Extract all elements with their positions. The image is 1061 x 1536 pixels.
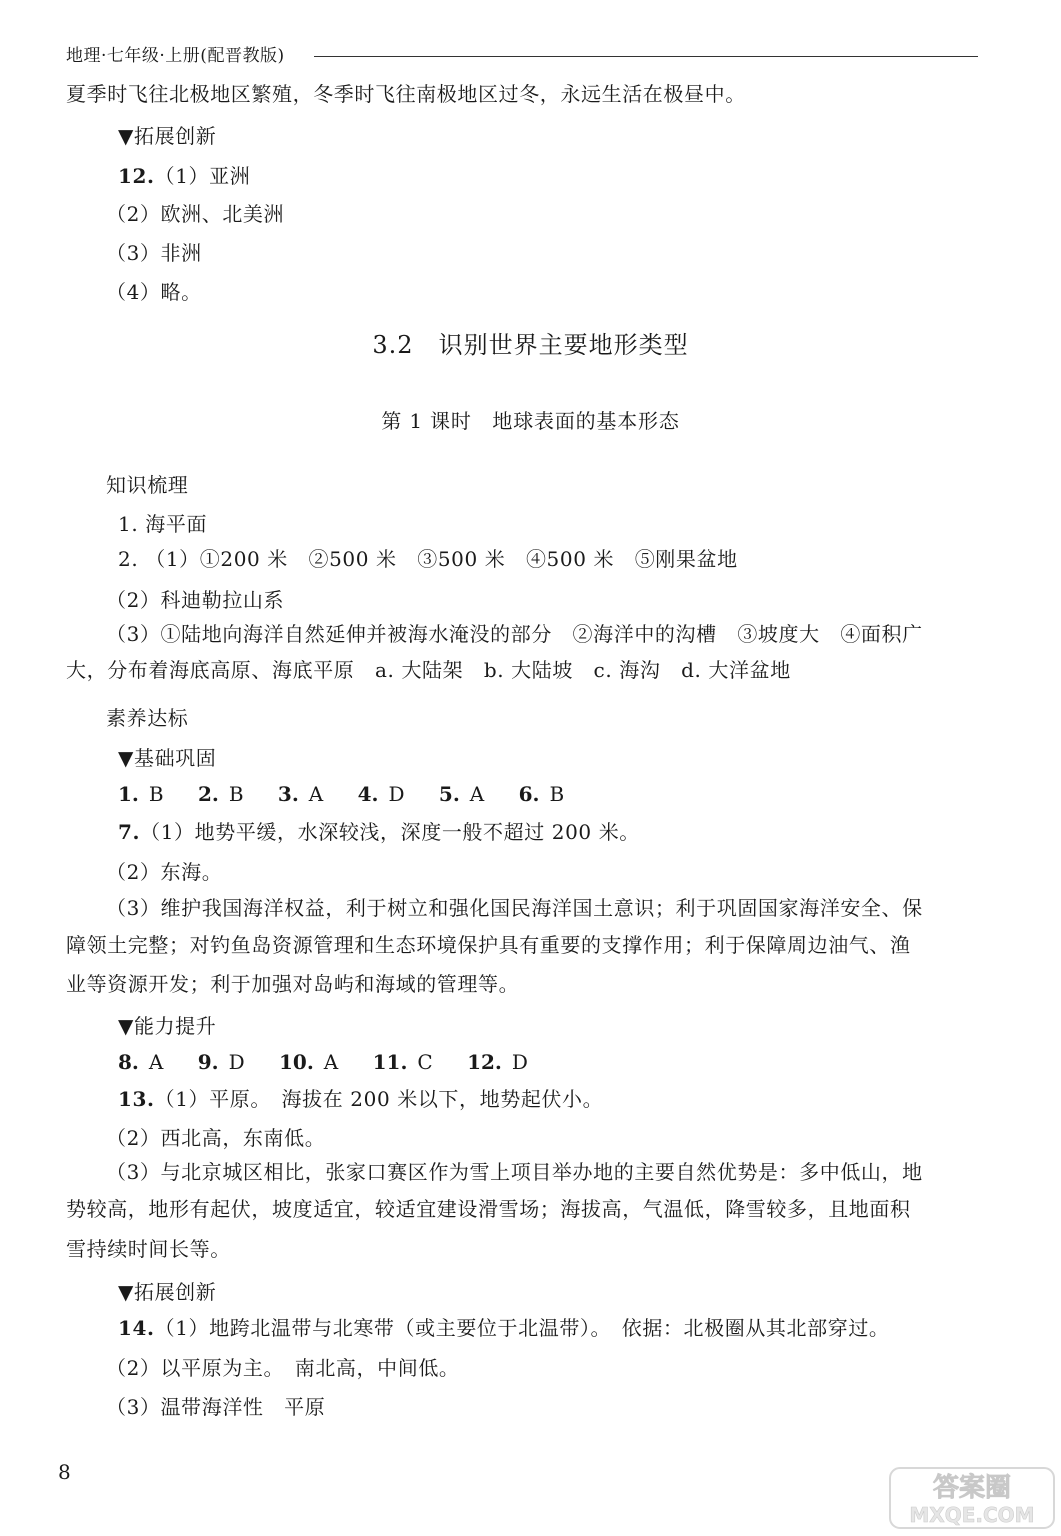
block-heading: 素养达标 bbox=[106, 706, 189, 730]
answer-line: （2）欧洲、北美洲 bbox=[106, 202, 285, 226]
answer-text: （1）亚洲 bbox=[154, 164, 251, 188]
paragraph-line: 夏季时飞往北极地区繁殖，冬季时飞往南极地区过冬，永远生活在极昼中。 bbox=[66, 82, 746, 106]
mc-answer: 11. C bbox=[372, 1050, 433, 1074]
answer-line: 2. （1）①200 米 ②500 米 ③500 米 ④500 米 ⑤刚果盆地 bbox=[118, 547, 738, 571]
question-number: 14. bbox=[118, 1316, 155, 1340]
answer-line: 1. 海平面 bbox=[118, 512, 208, 536]
header-title: 地理·七年级·上册(配晋教版) bbox=[66, 46, 285, 66]
mc-answer: 12. D bbox=[467, 1050, 528, 1074]
multiple-choice-answers bbox=[118, 1048, 556, 1076]
subsection-heading: ▼基础巩固 bbox=[118, 746, 217, 770]
answer-line: （3）维护我国海洋权益，利于树立和强化国民海洋国土意识；利于巩固国家海洋安全、保 bbox=[106, 896, 923, 920]
mc-answer: 10. A bbox=[279, 1050, 339, 1074]
watermark-text-bottom: MXQE.COM bbox=[909, 1503, 1035, 1527]
subsection-heading: ▼拓展创新 bbox=[118, 1280, 217, 1304]
answer-line: （3）①陆地向海洋自然延伸并被海水淹没的部分 ②海洋中的沟槽 ③坡度大 ④面积广 bbox=[106, 622, 923, 646]
answer-line: （3）温带海洋性 平原 bbox=[106, 1395, 326, 1419]
mc-answer: 3. A bbox=[277, 782, 324, 806]
mc-answer: 5. A bbox=[438, 782, 485, 806]
answer-line: （2）东海。 bbox=[106, 860, 223, 884]
subsection-heading: ▼能力提升 bbox=[118, 1014, 217, 1038]
header-rule bbox=[314, 56, 978, 57]
mc-answer: 9. D bbox=[197, 1050, 245, 1074]
section-title: 3.2 识别世界主要地形类型 bbox=[372, 331, 689, 359]
answer-line: 障领土完整；对钓鱼岛资源管理和生态环境保护具有重要的支撑作用；利于保障周边油气、渔 bbox=[66, 933, 911, 957]
mc-answer: 2. B bbox=[197, 782, 244, 806]
answer-line: （4）略。 bbox=[106, 280, 202, 304]
block-heading: 知识梳理 bbox=[106, 473, 189, 497]
answer-line: 势较高，地形有起伏，坡度适宜，较适宜建设滑雪场；海拔高，气温低，降雪较多，且地面积 bbox=[66, 1197, 911, 1221]
question-number: 12. bbox=[118, 164, 155, 188]
answer-line: 大，分布着海底高原、海底平原 a. 大陆架 b. 大陆坡 c. 海沟 d. 大洋盆地 bbox=[66, 658, 791, 682]
answer-line: （2）以平原为主。 南北高，中间低。 bbox=[106, 1356, 460, 1380]
answer-line: （2）西北高，东南低。 bbox=[106, 1126, 326, 1150]
answer-line: 业等资源开发；利于加强对岛屿和海域的管理等。 bbox=[66, 972, 520, 996]
running-header bbox=[66, 44, 978, 68]
answer-line: 雪持续时间长等。 bbox=[66, 1237, 231, 1261]
answer-line bbox=[118, 818, 640, 846]
mc-answer: 6. B bbox=[518, 782, 565, 806]
watermark-text-top: 答案圈 bbox=[932, 1473, 1012, 1503]
page-number: 8 bbox=[58, 1460, 71, 1484]
multiple-choice-answers bbox=[118, 780, 592, 808]
answer-text: （1）地跨北温带与北寒带（或主要位于北温带）。 依据：北极圈从其北部穿过。 bbox=[154, 1316, 890, 1340]
question-number: 7. bbox=[118, 820, 141, 844]
mc-answer: 4. D bbox=[357, 782, 405, 806]
answer-line bbox=[118, 1085, 603, 1113]
mc-answer: 1. B bbox=[118, 782, 164, 806]
mc-answer: 8. A bbox=[118, 1050, 164, 1074]
answer-line: （3）非洲 bbox=[106, 241, 202, 265]
answer-line bbox=[118, 162, 250, 190]
answer-text: （1）地势平缓，水深较浅，深度一般不超过 200 米。 bbox=[140, 820, 640, 844]
answer-line bbox=[118, 1314, 890, 1342]
answer-line: （3）与北京城区相比，张家口赛区作为雪上项目举办地的主要自然优势是：多中低山，地 bbox=[106, 1160, 923, 1184]
answer-text: （1）平原。 海拔在 200 米以下，地势起伏小。 bbox=[154, 1087, 604, 1111]
subsection-heading: ▼拓展创新 bbox=[118, 124, 217, 148]
question-number: 13. bbox=[118, 1087, 155, 1111]
answer-line: （2）科迪勒拉山系 bbox=[106, 588, 285, 612]
lesson-title: 第 1 课时 地球表面的基本形态 bbox=[381, 409, 680, 433]
watermark-logo bbox=[888, 1466, 1056, 1530]
